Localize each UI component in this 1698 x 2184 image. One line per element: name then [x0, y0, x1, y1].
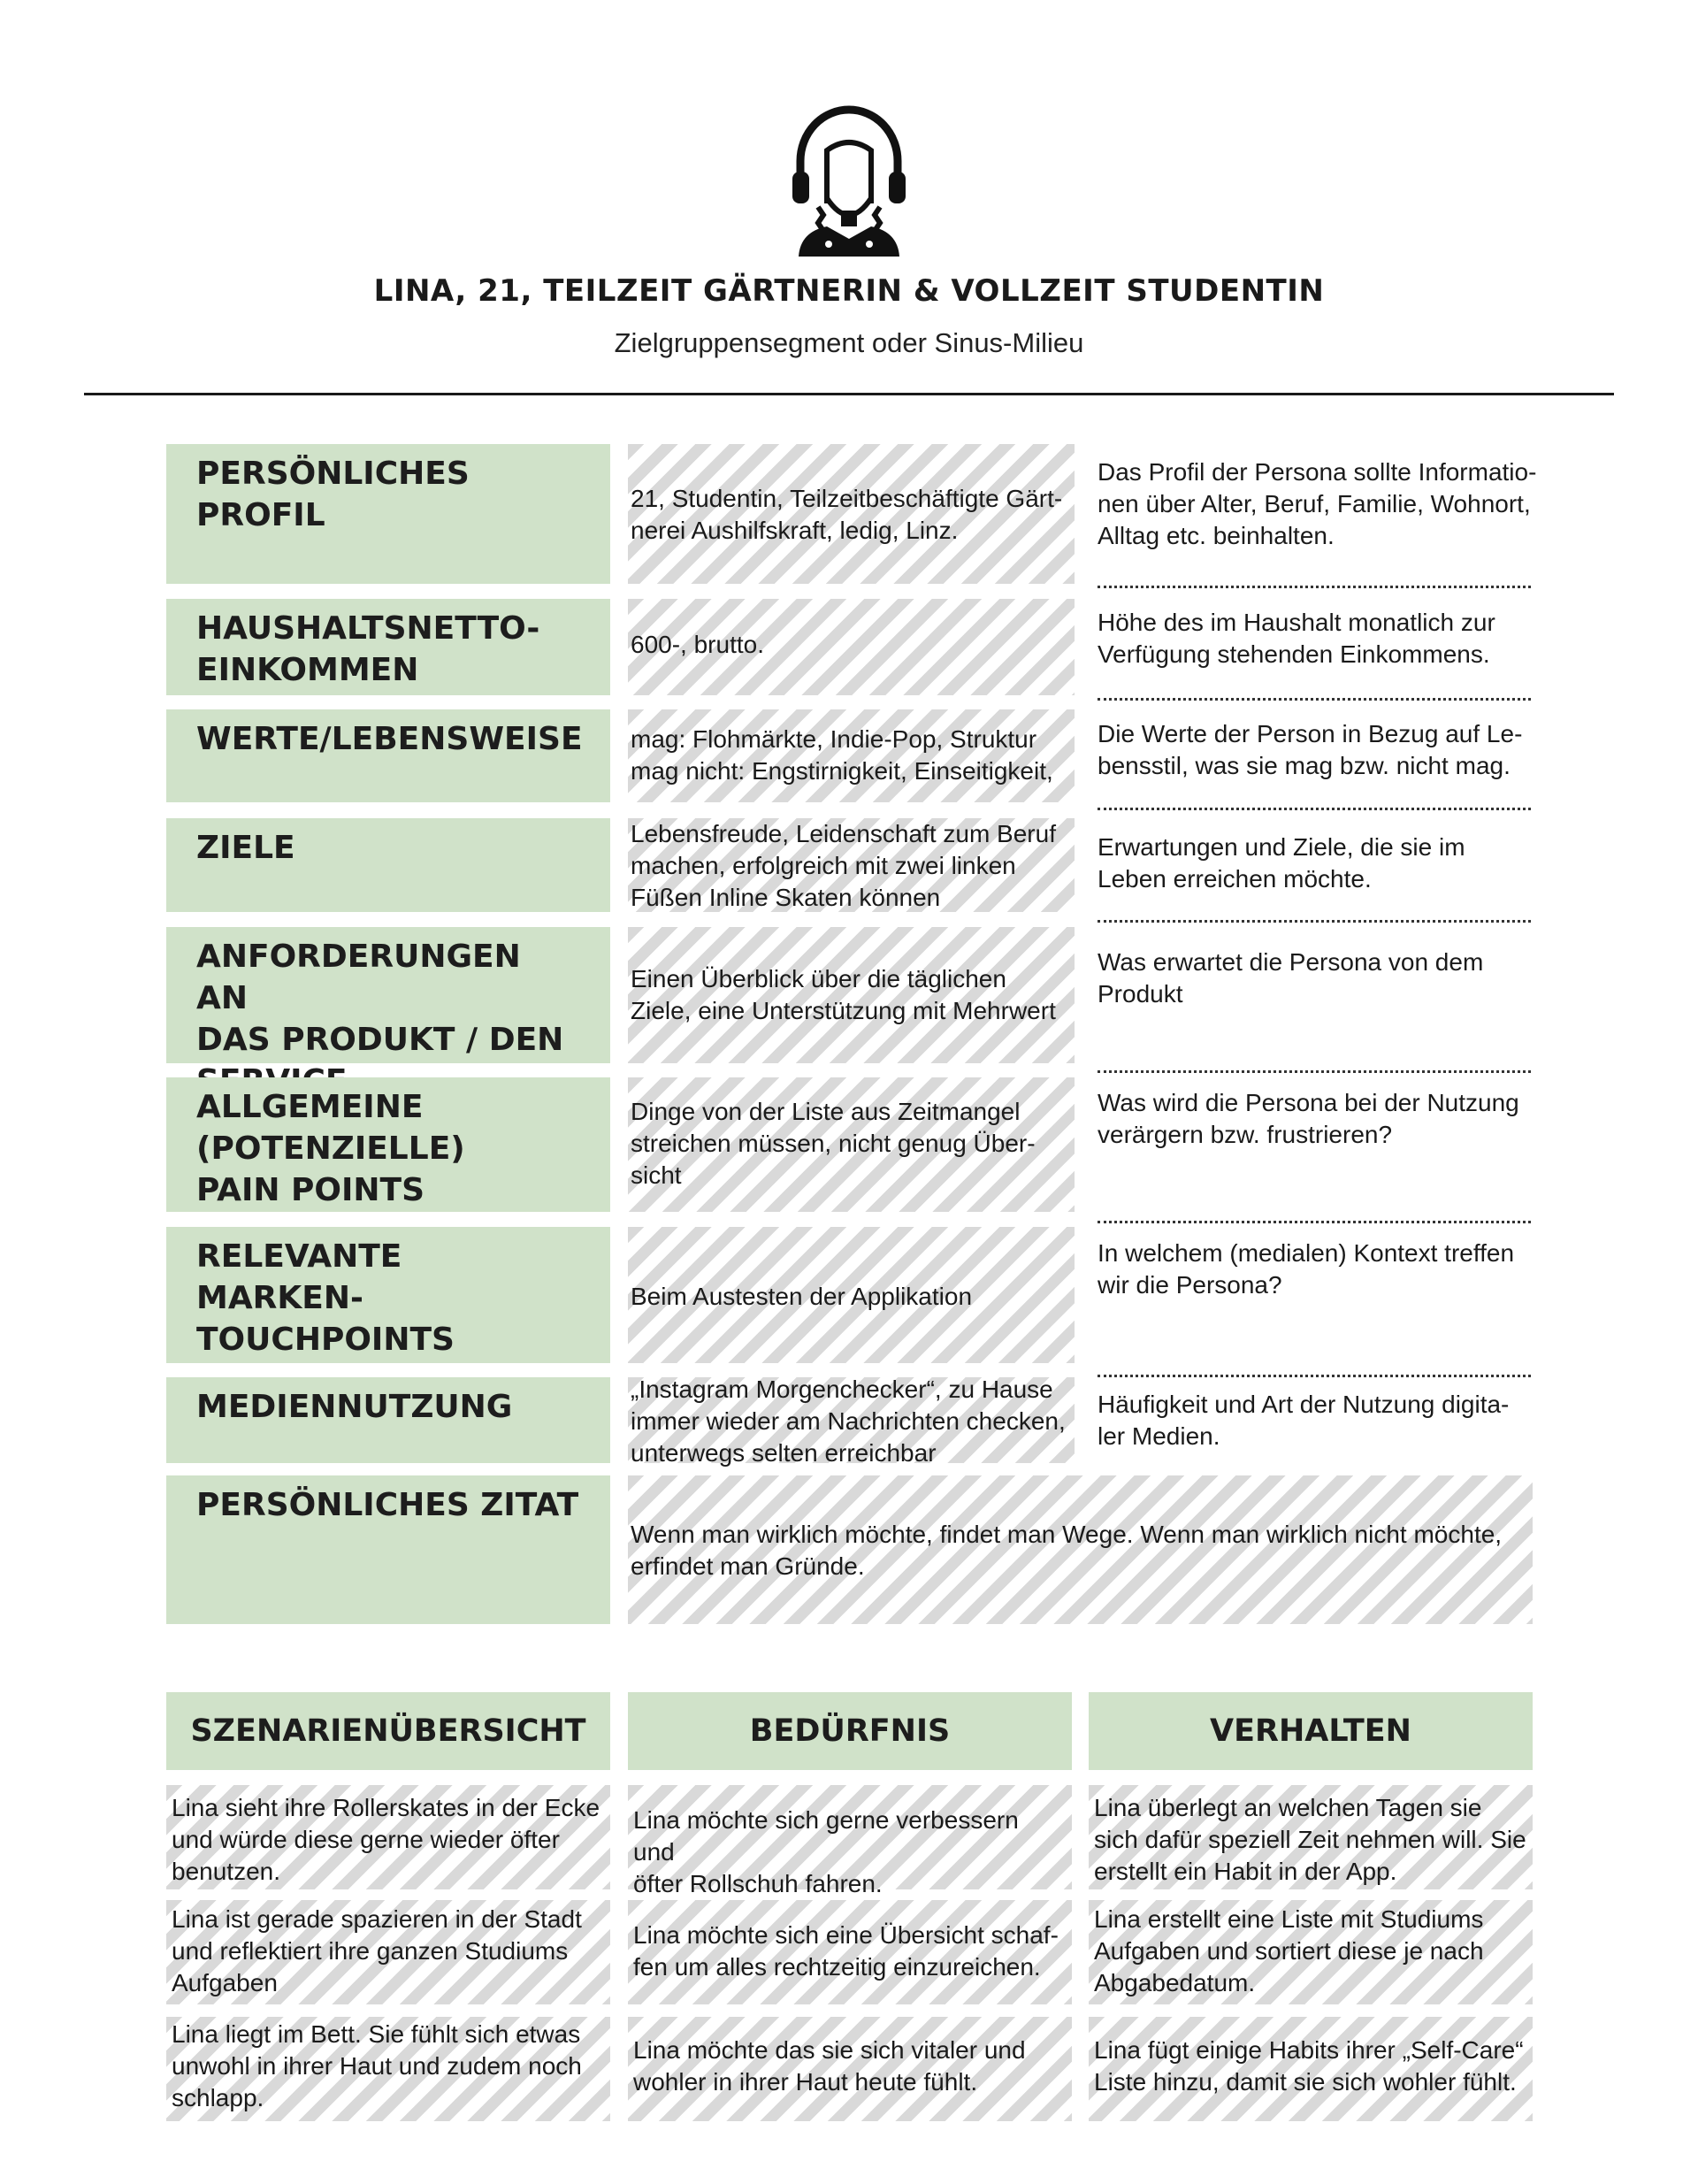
persona-title: LINA, 21, TEILZEIT GÄRTNERIN & VOLLZEIT STUDENTIN	[373, 273, 1325, 309]
dotted-separator	[1098, 920, 1531, 923]
need-header: BEDÜRFNIS	[628, 1692, 1072, 1770]
scenario-cell: Lina liegt im Bett. Sie fühlt sich etwas unwohl in ihrer Haut und zudem noch schlapp.	[172, 2020, 582, 2111]
behavior-cell: Lina fügt einige Habits ihrer „Self-Care“ Liste hinzu, damit sie sich wohler fühlt.	[1094, 2036, 1524, 2096]
quote-text: Wenn man wirklich möchte, findet man Wege. Wenn man wirklich nicht möchte, erfindet man Gründe.	[631, 1521, 1503, 1580]
income-description: Höhe des im Haushalt monatlich zur Verfügung stehenden Einkommens.	[1098, 609, 1495, 668]
profile-description: Das Profil der Persona sollte Informatio- nen über Alter, Beruf, Familie, Wohnort, Alltag etc. beinhalten.	[1098, 458, 1537, 549]
behavior-cell: Lina erstellt eine Liste mit Studiums Aufgaben und sortiert diese je nach Abgabedatum.	[1094, 1905, 1484, 1996]
income-label: HAUSHALTSNETTO- EINKOMMEN	[166, 599, 610, 695]
goals-label: ZIELE	[166, 818, 610, 912]
media-usage-label: MEDIENNUTZUNG	[166, 1377, 610, 1463]
requirements-value: Einen Überblick über die täglichen Ziele, eine Unterstützung mit Mehrwert	[631, 965, 1056, 1024]
values-value: mag: Flohmärkte, Indie-Pop, Struktur mag nicht: Engstirnigkeit, Einseitigkeit,	[631, 725, 1053, 785]
goals-description: Erwartungen und Ziele, die sie im Leben erreichen möchte.	[1098, 833, 1465, 893]
profile-value: 21, Studentin, Teilzeitbeschäftigte Gärt- nerei Aushilfskraft, ledig, Linz.	[631, 485, 1063, 544]
media-usage-description: Häufigkeit und Art der Nutzung digita- ler Medien.	[1098, 1391, 1510, 1450]
dotted-separator	[1098, 808, 1531, 810]
dotted-separator	[1098, 586, 1531, 588]
persona-subtitle: Zielgruppensegment oder Sinus-Milieu	[614, 327, 1084, 358]
goals-value: Lebensfreude, Leidenschaft zum Beruf machen, erfolgreich mit zwei linken Füßen Inline Skaten können	[631, 820, 1056, 911]
woman-with-headphones-icon	[792, 99, 906, 258]
requirements-description: Was erwartet die Persona von dem Produkt	[1098, 948, 1484, 1008]
values-label: WERTE/LEBENSWEISE	[166, 709, 610, 802]
income-value: 600-, brutto.	[631, 631, 764, 658]
requirements-label: ANFORDERUNGEN AN DAS PRODUKT / DEN	[166, 927, 610, 1063]
need-cell: Lina möchte sich eine Übersicht schaf- fen um alles rechtzeitig einzureichen.	[633, 1921, 1059, 1981]
dotted-separator	[1098, 1221, 1531, 1223]
profile-label: PERSÖNLICHES PROFIL	[166, 444, 610, 584]
pain-points-label: ALLGEMEINE (POTENZIELLE) PAIN POINTS	[166, 1077, 610, 1212]
touchpoints-label: RELEVANTE MARKEN-TOUCHPOINTS	[166, 1227, 610, 1363]
dotted-separator	[1098, 698, 1531, 701]
touchpoints-description: In welchem (medialen) Kontext treffen wir die Persona?	[1098, 1239, 1515, 1299]
dotted-separator	[1098, 1070, 1531, 1073]
quote-label: PERSÖNLICHES ZITAT	[166, 1475, 610, 1624]
scenario-cell: Lina sieht ihre Rollerskates in der Ecke und würde diese gerne wieder öfter benutzen.	[172, 1794, 600, 1885]
dotted-separator	[1098, 1375, 1531, 1377]
pain-points-value: Dinge von der Liste aus Zeitmangel streichen müssen, nicht genug Über- sicht	[631, 1098, 1036, 1189]
behavior-header: VERHALTEN	[1089, 1692, 1533, 1770]
pain-points-description: Was wird die Persona bei der Nutzung verärgern bzw. frustrieren?	[1098, 1089, 1519, 1148]
need-cell: Lina möchte das sie sich vitaler und wohler in ihrer Haut heute fühlt.	[633, 2036, 1026, 2096]
media-usage-value: „Instagram Morgenchecker“, zu Hause immer wieder am Nachrichten checken, unterwegs selten erreichbar	[631, 1376, 1066, 1467]
scenario-overview-header: SZENARIENÜBERSICHT	[166, 1692, 610, 1770]
header-divider	[84, 393, 1614, 395]
scenario-cell: Lina ist gerade spazieren in der Stadt und reflektiert ihre ganzen Studiums Aufgaben	[172, 1905, 582, 1996]
need-cell: Lina möchte sich gerne verbessern und öfter Rollschuh fahren.	[633, 1806, 1019, 1897]
touchpoints-value: Beim Austesten der Applikation	[631, 1283, 973, 1310]
values-description: Die Werte der Person in Bezug auf Le- bensstil, was sie mag bzw. nicht mag.	[1098, 720, 1523, 779]
behavior-cell: Lina überlegt an welchen Tagen sie sich dafür speziell Zeit nehmen will. Sie erstellt ein Habit in der App.	[1094, 1794, 1526, 1885]
